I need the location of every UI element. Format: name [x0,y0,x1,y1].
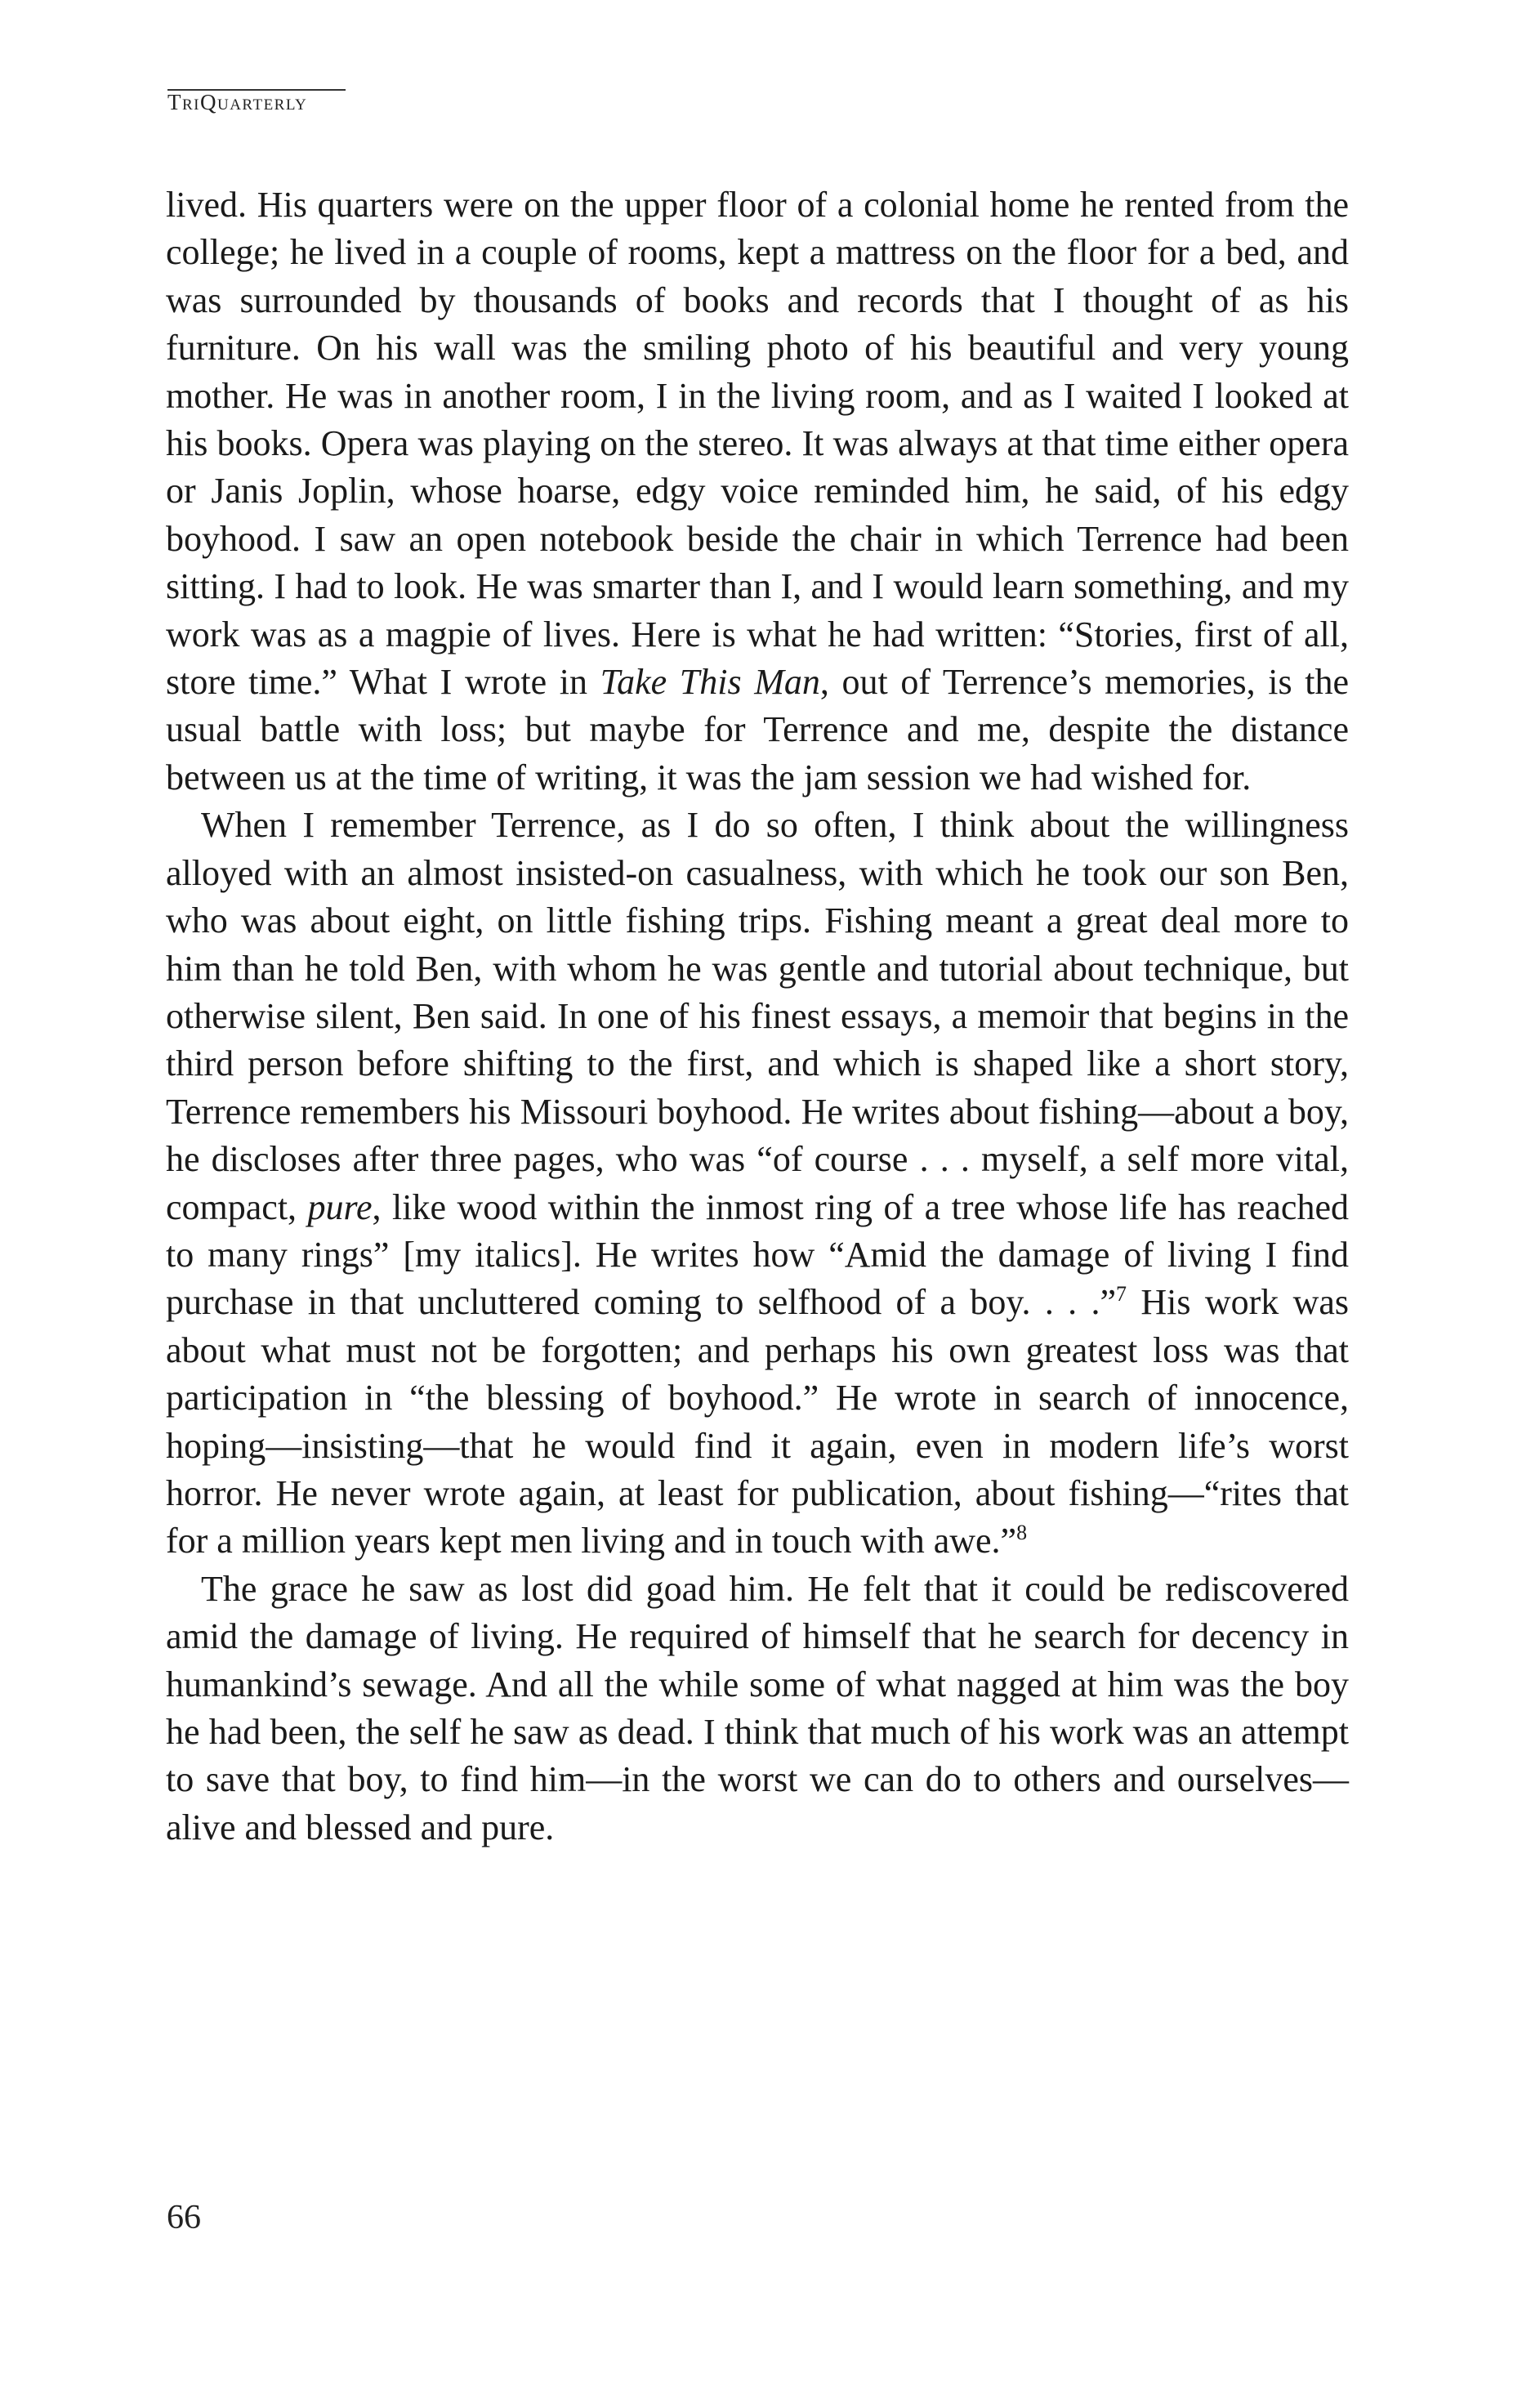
paragraph-3 [166,1566,1349,1852]
paragraph-text: , out of Terrence’s memories, is the usual battle with loss; but maybe for Terrence and me, despite the distance between us at the time of writing, it was the jam session we had wished for. [166,662,1350,797]
paragraph-text: lived. His quarters were on the upper floor of a colonial home he rented from the college; he lived in a couple of rooms, kept a mattress on the floor for a bed, and was surrounded by thousands of books and records that I thought of as his furniture. On his wall was the smiling photo of his beautiful and very young mother. He was in another room, I in the living room, and as I waited I looked at his books. Opera was playing on the stereo. It was always at that time either opera or Janis Joplin, whose hoarse, edgy voice reminded him, he said, of his edgy boyhood. I saw an open notebook beside the chair in which Terrence had been sitting. I had to look. He was smarter than I, and I would learn something, and my work was as a magpie of lives. Here is what he had written: “Stories, first of all, store time.” What I wrote in [166,185,1349,703]
paragraph-text: When I remember Terrence, as I do so often, I think about the willingness alloyed with an almost insisted-on casualness, with which he took our son Ben, who was about eight, on little fishing trips. Fishing meant a great deal more to him than he told Ben, with whom he was gentle and tutorial about technique, but otherwise silent, Ben said. In one of his finest essays, a memoir that begins in the third person before shifting to the first, and which is shaped like a short story, Terrence remembers his Missouri boyhood. He writes about fishing—about a boy, he discloses after three pages, who was “of course . . . myself, a self more vital, compact, [166,805,1349,1227]
footnote-marker-7: 7 [1116,1282,1127,1307]
paragraph-1 [166,181,1349,802]
paragraph-2 [166,802,1349,1566]
paragraph-text: His work was about what must not be forgotten; and perhaps his own greatest loss was that participation in “the blessing of boyhood.” He wrote in search of innocence, hoping—insisting—that he would find it again, even in modern life’s worst horror. He never wrote again, at least for publication, about fishing—“rites that for a million years kept men living and in touch with awe.” [166,1282,1349,1561]
body-text [166,181,1349,1852]
paragraph-text: The grace he saw as lost did goad him. He felt that it could be rediscovered amid the damage of living. He required of himself that he search for decency in humankind’s sewage. And all the while some of what nagged at him was the boy he had been, the self he saw as dead. I think that much of his work was an attempt to save that boy, to find him—in the worst we can do to others and ourselves—alive and blessed and pure. [166,1568,1349,1847]
footnote-marker-8: 8 [1016,1521,1028,1545]
page-number: 66 [167,2199,201,2236]
emphasis-italic: pure [307,1186,373,1227]
book-title-italic: Take This Man [600,662,820,703]
running-header: TriQuarterly [167,90,308,114]
paragraph-text: , like wood within the inmost ring of a tree whose life has reached to many rings” [my italics]. He writes how “Amid the damage of living I find purchase in that uncluttered coming to selfhood of a boy. . . .” [166,1186,1349,1323]
